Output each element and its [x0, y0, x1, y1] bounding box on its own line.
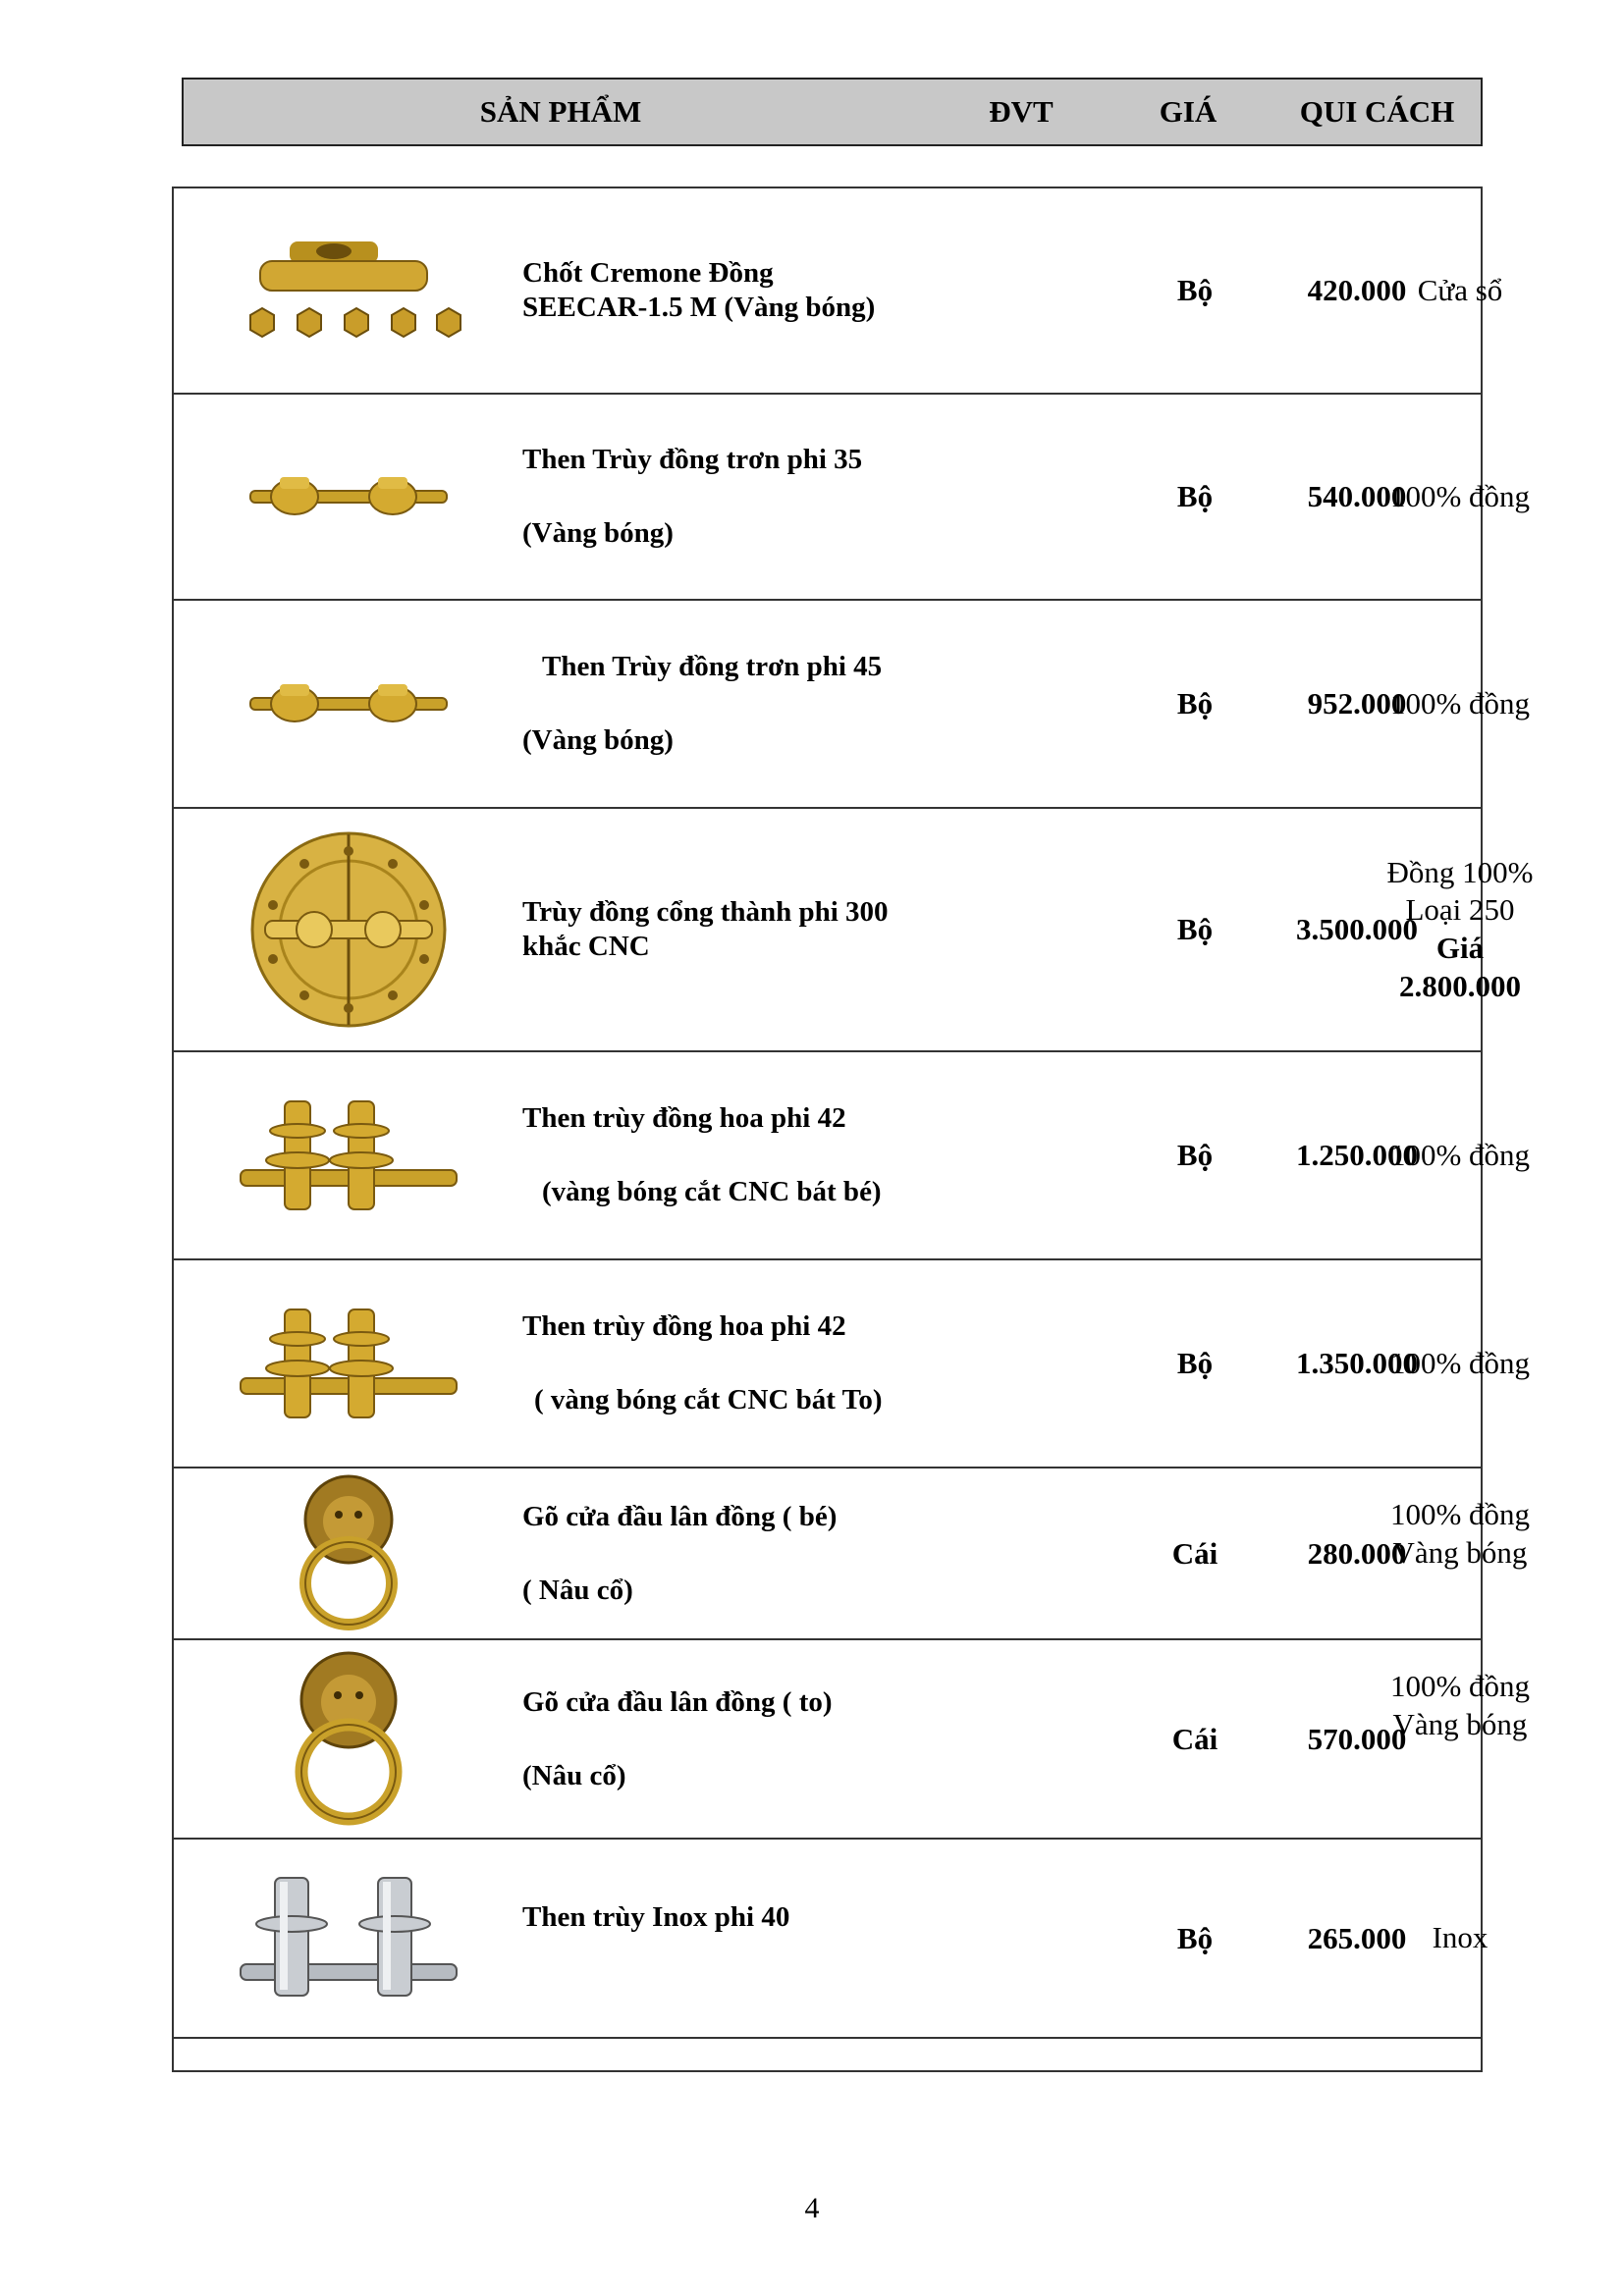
spec-text: Loại 250	[1405, 892, 1515, 928]
spec-text: Vàng bóng	[1392, 1706, 1528, 1741]
product-name: Then trùy đồng hoa phi 42	[522, 1102, 846, 1135]
spec-text: Giá	[1435, 931, 1485, 965]
price-cell: 265.000	[1307, 1920, 1407, 1955]
product-name: Then trùy Inox phi 40	[522, 1901, 790, 1933]
spec-cell	[1386, 188, 1534, 393]
spec-text: Inox	[1432, 1920, 1489, 1955]
table-row	[174, 1840, 1489, 2039]
price-cell: 540.000	[1307, 479, 1407, 513]
spec-text: 100% đồng	[1389, 1137, 1531, 1172]
spec-text: 100% đồng	[1389, 1669, 1531, 1703]
spec-cell	[1386, 809, 1534, 1050]
round-gate-lock-icon	[174, 809, 522, 1050]
product-name: (vàng bóng cắt CNC bát bé)	[542, 1176, 882, 1207]
table-row	[174, 1468, 1531, 1640]
product-name: khắc CNC	[522, 931, 650, 962]
price-cell: 570.000	[1307, 1721, 1407, 1756]
product-name: SEECAR-1.5 M (Vàng bóng)	[522, 292, 876, 323]
cremone-latch-icon	[174, 188, 522, 393]
unit-cell: Bộ	[1176, 1138, 1214, 1172]
lion-knocker-icon	[174, 1640, 522, 1838]
product-name: ( Nâu cổ)	[522, 1574, 633, 1606]
spec-text: 100% đồng	[1389, 1497, 1531, 1531]
spec-cell	[1386, 395, 1534, 599]
spec-cell	[1386, 601, 1534, 807]
table-row	[174, 1640, 1531, 1840]
spec-text: Cửa sổ	[1417, 272, 1503, 307]
spec-text: 100% đồng	[1389, 1345, 1531, 1380]
product-name: Trùy đồng cổng thành phi 300	[522, 896, 889, 929]
product-name: (Vàng bóng)	[522, 724, 674, 756]
unit-cell: Cái	[1171, 1535, 1218, 1571]
spec-text: 2.800.000	[1399, 968, 1521, 1003]
page-number: 4	[804, 2192, 820, 2224]
price-cell: 1.250.000	[1296, 1138, 1418, 1172]
table-row	[174, 188, 1503, 395]
unit-cell: Bộ	[1176, 273, 1214, 307]
unit-cell: Bộ	[1176, 479, 1214, 513]
spec-text: Vàng bóng	[1392, 1534, 1528, 1570]
table-row	[174, 1052, 1531, 1260]
price-cell: 952.000	[1307, 686, 1407, 721]
price-cell: 1.350.000	[1296, 1346, 1418, 1380]
header-unit: ĐVT	[989, 94, 1054, 129]
product-name: Gõ cửa đầu lân đồng ( to)	[522, 1685, 833, 1718]
product-name: (Vàng bóng)	[522, 517, 674, 549]
product-name: (Nâu cổ)	[522, 1759, 626, 1791]
price-cell: 280.000	[1307, 1535, 1407, 1571]
table-row	[174, 809, 1534, 1052]
spec-cell	[1386, 1640, 1534, 1838]
spec-text: Đồng 100%	[1386, 854, 1534, 889]
table-row	[174, 601, 1531, 809]
header-price: GIÁ	[1159, 94, 1218, 129]
brass-bolt-icon	[174, 395, 522, 599]
double-bolt-icon	[174, 1052, 522, 1258]
lion-knocker-icon	[174, 1468, 522, 1638]
price-cell: 420.000	[1307, 273, 1407, 307]
table-row	[174, 1260, 1531, 1468]
table-header	[182, 78, 1483, 146]
brass-bolt-icon	[174, 601, 522, 807]
spec-cell	[1386, 1052, 1534, 1258]
product-name: Then Trùy đồng trơn phi 45	[542, 651, 883, 683]
product-table	[172, 187, 1534, 2072]
unit-cell: Bộ	[1176, 1346, 1214, 1380]
steel-bolt-icon	[174, 1840, 522, 2037]
unit-cell: Bộ	[1176, 686, 1214, 721]
unit-cell: Bộ	[1176, 912, 1214, 946]
spec-text: 100% đồng	[1389, 478, 1531, 513]
price-cell: 3.500.000	[1296, 912, 1418, 946]
product-name: Chốt Cremone Đồng	[522, 257, 774, 290]
spec-cell	[1386, 1468, 1534, 1638]
unit-cell: Cái	[1171, 1721, 1218, 1756]
unit-cell: Bộ	[1176, 1920, 1214, 1955]
product-name: Gõ cửa đầu lân đồng ( bé)	[522, 1500, 838, 1532]
spec-text: 100% đồng	[1389, 685, 1531, 721]
double-bolt-icon	[174, 1260, 522, 1467]
spec-cell	[1386, 1840, 1534, 2037]
product-name: Then Trùy đồng trơn phi 35	[522, 444, 863, 476]
header-spec: QUI CÁCH	[1299, 94, 1455, 129]
spec-cell	[1386, 1260, 1534, 1467]
header-product: SẢN PHẨM	[479, 94, 642, 129]
product-name: Then trùy đồng hoa phi 42	[522, 1310, 846, 1343]
table-row	[174, 395, 1531, 601]
product-name: ( vàng bóng cắt CNC bát To)	[534, 1384, 883, 1415]
